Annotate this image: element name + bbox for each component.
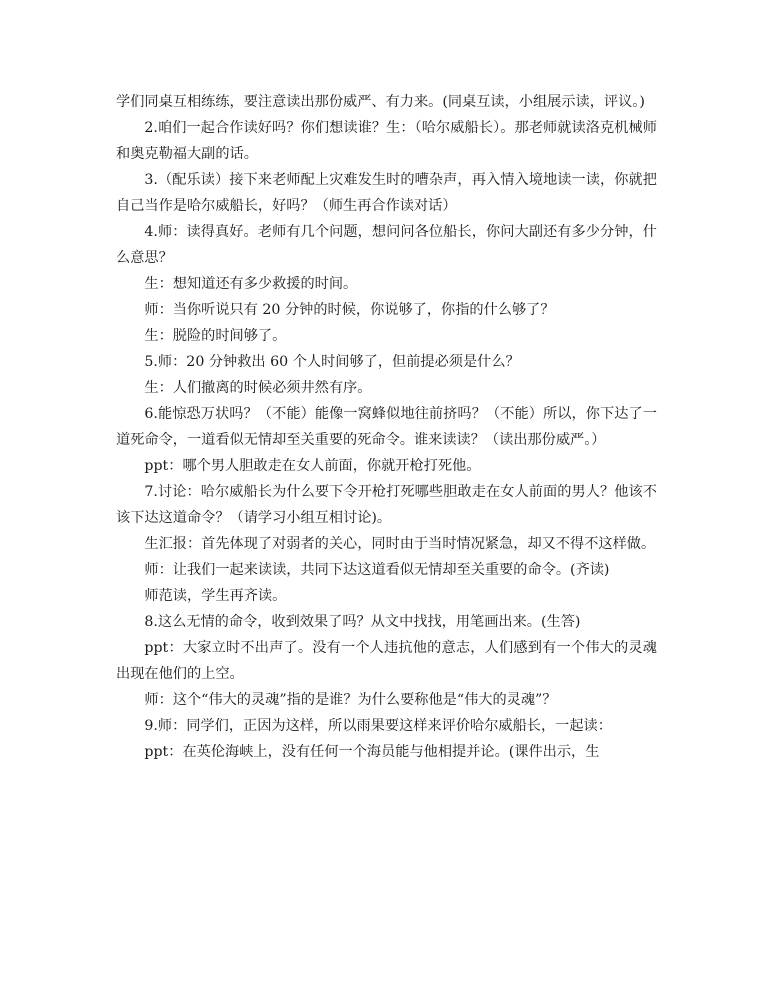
paragraph: 师：这个“伟大的灵魂”指的是谁？为什么要称他是“伟大的灵魂”？ xyxy=(144,692,557,708)
paragraph: ppt：大家立时不出声了。没有一个人违抗他的意志，人们感到有一个伟大的灵魂出现在他们的上空。 xyxy=(116,640,657,682)
paragraph: 3.（配乐读）接下来老师配上灾难发生时的嘈杂声，再入情入境地读一读，你就把自己当作是哈尔威船长，好吗？（师生再合作读对话） xyxy=(116,172,657,214)
document-page xyxy=(116,89,657,765)
paragraph: 7.讨论：哈尔威船长为什么要下令开枪打死哪些胆敢走在女人前面的男人？他该不该下达这道命令？（请学习小组互相讨论)。 xyxy=(116,484,657,526)
paragraph: 生：脱险的时间够了。 xyxy=(144,328,287,344)
paragraph: ppt：在英伦海峡上，没有任何一个海员能与他相提并论。(课件出示，生 xyxy=(144,744,600,760)
paragraph: 生：想知道还有多少救援的时间。 xyxy=(144,276,358,292)
paragraph: 生：人们撤离的时候必须井然有序。 xyxy=(144,380,372,396)
paragraph: ppt：哪个男人胆敢走在女人前面，你就开枪打死他。 xyxy=(144,458,481,474)
paragraph: 9.师：同学们，正因为这样，所以雨果要这样来评价哈尔威船长，一起读： xyxy=(144,718,612,734)
paragraph: 学们同桌互相练练，要注意读出那份威严、有力来。(同桌互读，小组展示读，评议。) xyxy=(116,94,645,110)
paragraph: 4.师：读得真好。老师有几个问题，想问问各位船长，你问大副还有多少分钟，什么意思？ xyxy=(116,224,657,266)
paragraph: 2.咱们一起合作读好吗？你们想读谁？生：（哈尔威船长）。那老师就读洛克机械师和奥克勒福大副的话。 xyxy=(116,120,657,162)
paragraph: 8.这么无情的命令，收到效果了吗？从文中找找，用笔画出来。(生答) xyxy=(144,614,581,630)
paragraph: 5.师：20 分钟救出 60 个人时间够了，但前提必须是什么？ xyxy=(144,354,520,370)
paragraph: 师：当你听说只有 20 分钟的时候，你说够了，你指的什么够了？ xyxy=(144,302,555,318)
paragraph: 生汇报：首先体现了对弱者的关心，同时由于当时情况紧急，却又不得不这样做。 xyxy=(144,536,656,552)
paragraph: 师：让我们一起来读读，共同下达这道看似无情却至关重要的命令。(齐读) xyxy=(144,562,610,578)
paragraph: 师范读，学生再齐读。 xyxy=(144,588,287,604)
paragraph: 6.能惊恐万状吗？（不能）能像一窝蜂似地往前挤吗？（不能）所以，你下达了一道死命令，一道看似无情却至关重要的死命令。谁来读读？（读出那份威严。） xyxy=(116,406,657,448)
